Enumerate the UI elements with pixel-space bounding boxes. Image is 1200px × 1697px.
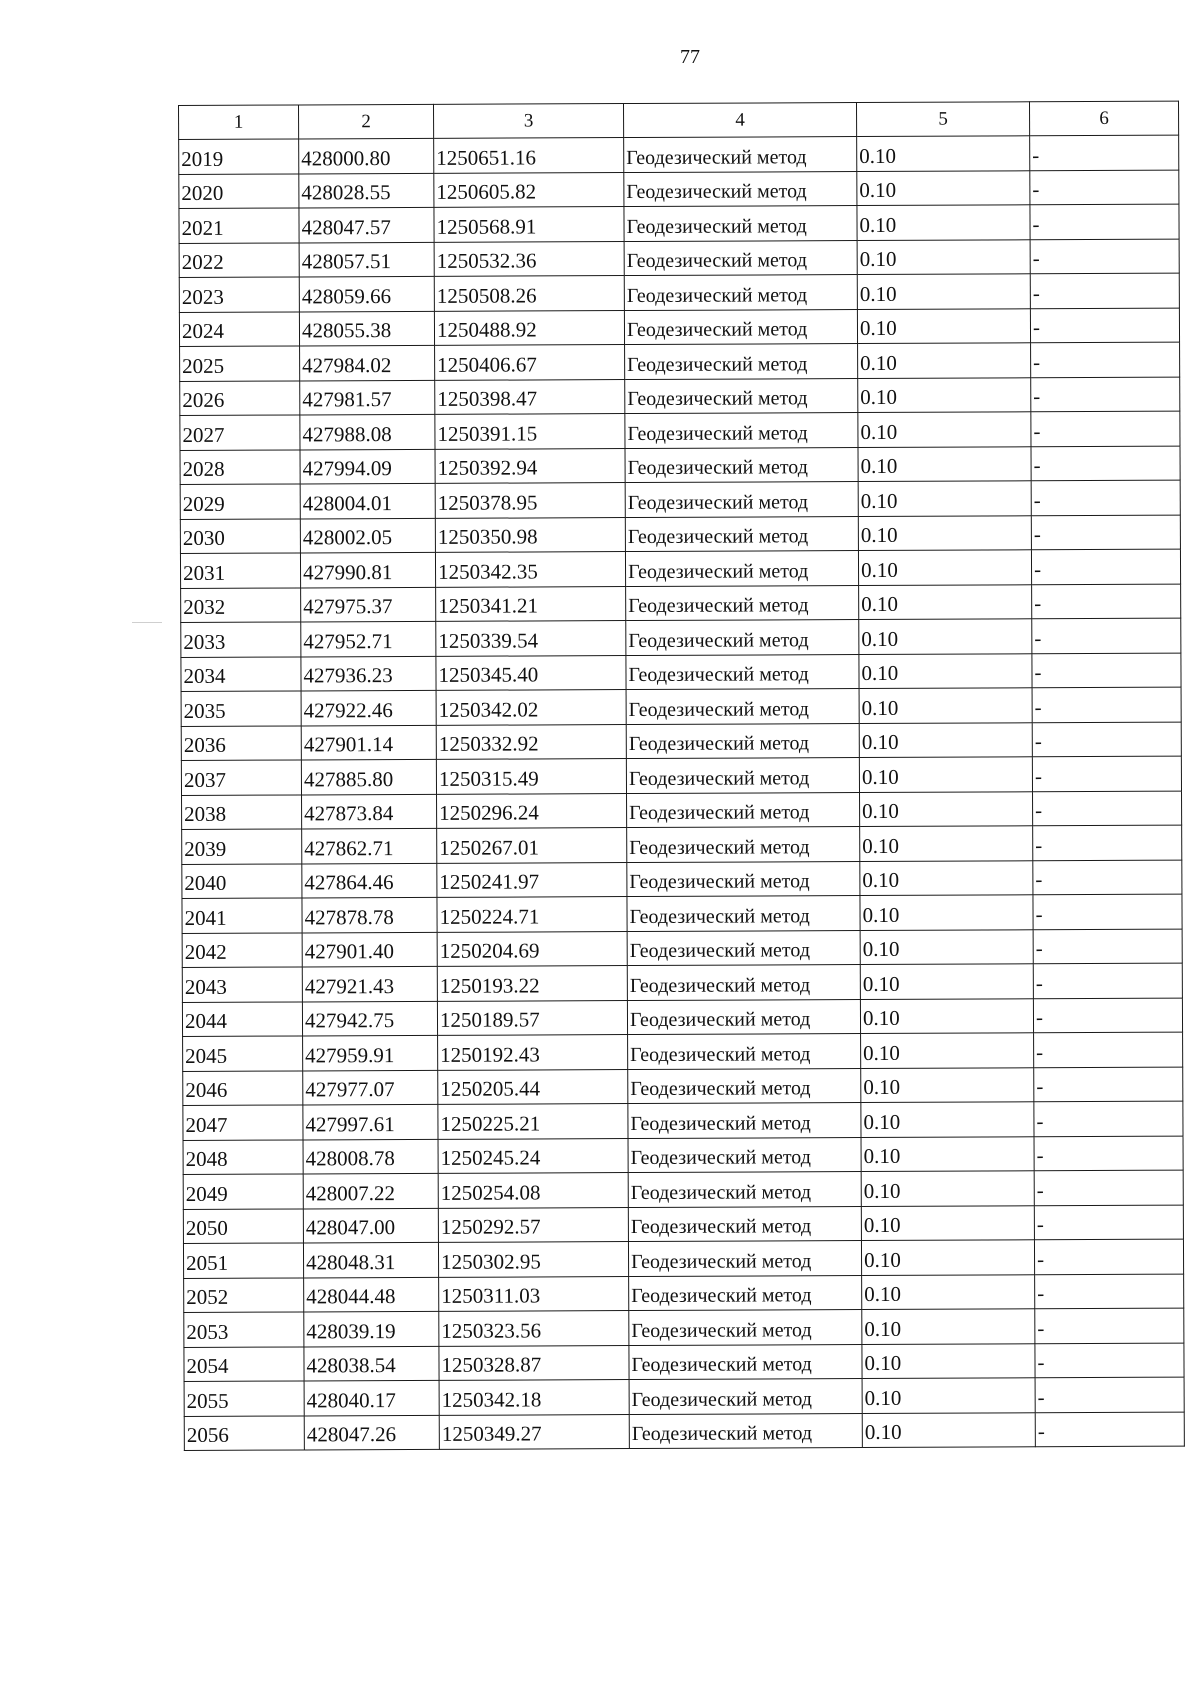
table-row xyxy=(182,963,1182,1002)
table-body xyxy=(179,135,1185,1450)
method-cell: Геодезический метод xyxy=(628,1034,861,1070)
method-cell: Геодезический метод xyxy=(624,275,857,311)
method-cell: Геодезический метод xyxy=(626,654,859,690)
method-cell: Геодезический метод xyxy=(626,689,859,725)
accuracy-cell: 0.10 xyxy=(860,929,1033,964)
y-coordinate-cell: 1250292.57 xyxy=(438,1207,628,1242)
point-number-cell: 2032 xyxy=(181,587,301,622)
description-cell: - xyxy=(1031,446,1180,481)
method-cell: Геодезический метод xyxy=(626,758,859,794)
point-number-cell: 2042 xyxy=(182,932,302,967)
accuracy-cell: 0.10 xyxy=(858,343,1031,378)
accuracy-cell: 0.10 xyxy=(860,895,1033,930)
point-number-cell: 2044 xyxy=(182,1001,302,1036)
y-coordinate-cell: 1250339.54 xyxy=(436,621,626,656)
table-row xyxy=(184,1274,1184,1313)
column-header-5: 5 xyxy=(856,102,1029,137)
x-coordinate-cell: 427997.61 xyxy=(303,1104,438,1139)
accuracy-cell: 0.10 xyxy=(861,1205,1034,1240)
x-coordinate-cell: 428048.31 xyxy=(303,1242,438,1277)
point-number-cell: 2030 xyxy=(180,518,300,553)
y-coordinate-cell: 1250224.71 xyxy=(437,897,627,932)
point-number-cell: 2039 xyxy=(182,829,302,864)
x-coordinate-cell: 427984.02 xyxy=(300,345,435,380)
point-number-cell: 2050 xyxy=(183,1208,303,1243)
accuracy-cell: 0.10 xyxy=(861,1240,1034,1275)
x-coordinate-cell: 428047.57 xyxy=(299,207,434,242)
x-coordinate-cell: 427988.08 xyxy=(300,414,435,449)
table-row xyxy=(179,135,1179,174)
description-cell: - xyxy=(1033,825,1182,860)
accuracy-cell: 0.10 xyxy=(860,998,1033,1033)
point-number-cell: 2046 xyxy=(183,1070,303,1105)
method-cell: Геодезический метод xyxy=(625,378,858,414)
y-coordinate-cell: 1250245.24 xyxy=(438,1138,628,1173)
table-row xyxy=(181,618,1181,657)
accuracy-cell: 0.10 xyxy=(859,722,1032,757)
method-cell: Геодезический метод xyxy=(627,792,860,828)
table-row xyxy=(183,1032,1183,1071)
description-cell: - xyxy=(1030,135,1179,170)
method-cell: Геодезический метод xyxy=(624,206,857,242)
point-number-cell: 2028 xyxy=(180,449,300,484)
description-cell: - xyxy=(1031,342,1180,377)
x-coordinate-cell: 427878.78 xyxy=(302,897,437,932)
point-number-cell: 2055 xyxy=(184,1381,304,1416)
table-row xyxy=(184,1308,1184,1347)
point-number-cell: 2026 xyxy=(180,380,300,415)
accuracy-cell: 0.10 xyxy=(858,412,1031,447)
y-coordinate-cell: 1250296.24 xyxy=(437,793,627,828)
y-coordinate-cell: 1250302.95 xyxy=(438,1242,628,1277)
accuracy-cell: 0.10 xyxy=(859,688,1032,723)
accuracy-cell: 0.10 xyxy=(862,1309,1035,1344)
point-number-cell: 2024 xyxy=(179,311,299,346)
point-number-cell: 2038 xyxy=(182,794,302,829)
table-row xyxy=(183,1239,1183,1278)
accuracy-cell: 0.10 xyxy=(858,481,1031,516)
table-row xyxy=(180,342,1180,381)
x-coordinate-cell: 427975.37 xyxy=(301,587,436,622)
x-coordinate-cell: 428002.05 xyxy=(300,518,435,553)
point-number-cell: 2025 xyxy=(180,346,300,381)
method-cell: Геодезический метод xyxy=(629,1275,862,1311)
method-cell: Геодезический метод xyxy=(624,137,857,173)
point-number-cell: 2047 xyxy=(183,1105,303,1140)
y-coordinate-cell: 1250315.49 xyxy=(436,759,626,794)
table-row xyxy=(181,653,1181,692)
method-cell: Геодезический метод xyxy=(628,1068,861,1104)
point-number-cell: 2051 xyxy=(183,1243,303,1278)
accuracy-cell: 0.10 xyxy=(857,205,1030,240)
x-coordinate-cell: 427901.40 xyxy=(302,932,437,967)
method-cell: Геодезический метод xyxy=(627,930,860,966)
description-cell: - xyxy=(1034,1239,1183,1274)
method-cell: Геодезический метод xyxy=(626,585,859,621)
method-cell: Геодезический метод xyxy=(625,482,858,518)
x-coordinate-cell: 428044.48 xyxy=(304,1277,439,1312)
description-cell: - xyxy=(1031,411,1180,446)
y-coordinate-cell: 1250341.21 xyxy=(436,586,626,621)
x-coordinate-cell: 427922.46 xyxy=(301,690,436,725)
table-row xyxy=(180,446,1180,485)
table-row xyxy=(180,549,1180,588)
method-cell: Геодезический метод xyxy=(628,1206,861,1242)
y-coordinate-cell: 1250568.91 xyxy=(434,207,624,242)
table-row xyxy=(179,308,1179,347)
table-row xyxy=(181,756,1181,795)
method-cell: Геодезический метод xyxy=(627,827,860,863)
x-coordinate-cell: 428057.51 xyxy=(299,242,434,277)
point-number-cell: 2054 xyxy=(184,1346,304,1381)
y-coordinate-cell: 1250378.95 xyxy=(435,483,625,518)
method-cell: Геодезический метод xyxy=(624,309,857,345)
page-number: 77 xyxy=(680,46,700,68)
method-cell: Геодезический метод xyxy=(629,1344,862,1380)
description-cell: - xyxy=(1031,377,1180,412)
table-row xyxy=(183,1101,1183,1140)
description-cell: - xyxy=(1035,1343,1184,1378)
description-cell: - xyxy=(1033,860,1182,895)
y-coordinate-cell: 1250189.57 xyxy=(437,1000,627,1035)
description-cell: - xyxy=(1033,791,1182,826)
description-cell: - xyxy=(1034,1101,1183,1136)
y-coordinate-cell: 1250205.44 xyxy=(438,1069,628,1104)
table-row xyxy=(180,515,1180,554)
description-cell: - xyxy=(1034,1136,1183,1171)
description-cell: - xyxy=(1033,929,1182,964)
description-cell: - xyxy=(1032,584,1181,619)
accuracy-cell: 0.10 xyxy=(861,1136,1034,1171)
description-cell: - xyxy=(1030,170,1179,205)
description-cell: - xyxy=(1034,1067,1183,1102)
table-row xyxy=(183,1170,1183,1209)
description-cell: - xyxy=(1034,1170,1183,1205)
description-cell: - xyxy=(1030,204,1179,239)
description-cell: - xyxy=(1032,618,1181,653)
method-cell: Геодезический метод xyxy=(624,171,857,207)
table-row xyxy=(182,929,1182,968)
accuracy-cell: 0.10 xyxy=(861,1033,1034,1068)
table-row xyxy=(182,998,1182,1037)
method-cell: Геодезический метод xyxy=(627,896,860,932)
description-cell: - xyxy=(1034,1032,1183,1067)
y-coordinate-cell: 1250651.16 xyxy=(434,138,624,173)
method-cell: Геодезический метод xyxy=(628,1172,861,1208)
y-coordinate-cell: 1250204.69 xyxy=(437,931,627,966)
y-coordinate-cell: 1250345.40 xyxy=(436,655,626,690)
coordinates-table xyxy=(178,101,1185,1451)
point-number-cell: 2027 xyxy=(180,415,300,450)
table-row xyxy=(183,1205,1183,1244)
point-number-cell: 2033 xyxy=(181,622,301,657)
accuracy-cell: 0.10 xyxy=(861,1067,1034,1102)
x-coordinate-cell: 427936.23 xyxy=(301,656,436,691)
point-number-cell: 2021 xyxy=(179,208,299,243)
table-row xyxy=(184,1343,1184,1382)
method-cell: Геодезический метод xyxy=(629,1310,862,1346)
point-number-cell: 2035 xyxy=(181,691,301,726)
x-coordinate-cell: 428059.66 xyxy=(299,276,434,311)
table-row xyxy=(180,377,1180,416)
description-cell: - xyxy=(1035,1412,1184,1447)
y-coordinate-cell: 1250225.21 xyxy=(438,1104,628,1139)
table-row xyxy=(182,894,1182,933)
method-cell: Геодезический метод xyxy=(628,1137,861,1173)
accuracy-cell: 0.10 xyxy=(861,1171,1034,1206)
accuracy-cell: 0.10 xyxy=(857,136,1030,171)
y-coordinate-cell: 1250267.01 xyxy=(437,828,627,863)
table-row xyxy=(181,687,1181,726)
column-header-6: 6 xyxy=(1029,101,1178,136)
x-coordinate-cell: 427942.75 xyxy=(302,1001,437,1036)
description-cell: - xyxy=(1030,308,1179,343)
point-number-cell: 2023 xyxy=(179,277,299,312)
description-cell: - xyxy=(1033,998,1182,1033)
table-row xyxy=(179,273,1179,312)
description-cell: - xyxy=(1032,653,1181,688)
description-cell: - xyxy=(1035,1274,1184,1309)
x-coordinate-cell: 428008.78 xyxy=(303,1139,438,1174)
x-coordinate-cell: 427959.91 xyxy=(303,1035,438,1070)
accuracy-cell: 0.10 xyxy=(862,1343,1035,1378)
point-number-cell: 2031 xyxy=(180,553,300,588)
accuracy-cell: 0.10 xyxy=(858,550,1031,585)
method-cell: Геодезический метод xyxy=(624,240,857,276)
y-coordinate-cell: 1250323.56 xyxy=(439,1311,629,1346)
accuracy-cell: 0.10 xyxy=(857,308,1030,343)
table-row xyxy=(179,170,1179,209)
point-number-cell: 2049 xyxy=(183,1174,303,1209)
point-number-cell: 2052 xyxy=(184,1277,304,1312)
y-coordinate-cell: 1250391.15 xyxy=(435,414,625,449)
point-number-cell: 2037 xyxy=(181,760,301,795)
method-cell: Геодезический метод xyxy=(626,723,859,759)
point-number-cell: 2029 xyxy=(180,484,300,519)
table-row xyxy=(180,480,1180,519)
x-coordinate-cell: 427981.57 xyxy=(300,380,435,415)
accuracy-cell: 0.10 xyxy=(859,584,1032,619)
y-coordinate-cell: 1250532.36 xyxy=(434,241,624,276)
table-row xyxy=(181,722,1181,761)
x-coordinate-cell: 428039.19 xyxy=(304,1311,439,1346)
accuracy-cell: 0.10 xyxy=(862,1274,1035,1309)
description-cell: - xyxy=(1032,756,1181,791)
method-cell: Геодезический метод xyxy=(629,1413,862,1449)
accuracy-cell: 0.10 xyxy=(862,1412,1035,1447)
y-coordinate-cell: 1250508.26 xyxy=(434,276,624,311)
point-number-cell: 2040 xyxy=(182,863,302,898)
method-cell: Геодезический метод xyxy=(627,861,860,897)
table-row xyxy=(184,1412,1184,1451)
x-coordinate-cell: 428047.00 xyxy=(303,1208,438,1243)
description-cell: - xyxy=(1033,963,1182,998)
y-coordinate-cell: 1250311.03 xyxy=(439,1276,629,1311)
x-coordinate-cell: 427994.09 xyxy=(300,449,435,484)
accuracy-cell: 0.10 xyxy=(858,446,1031,481)
accuracy-cell: 0.10 xyxy=(861,1102,1034,1137)
description-cell: - xyxy=(1031,515,1180,550)
table-row xyxy=(183,1067,1183,1106)
accuracy-cell: 0.10 xyxy=(860,791,1033,826)
y-coordinate-cell: 1250192.43 xyxy=(438,1035,628,1070)
table-row xyxy=(182,860,1182,899)
point-number-cell: 2045 xyxy=(183,1036,303,1071)
y-coordinate-cell: 1250342.18 xyxy=(439,1380,629,1415)
x-coordinate-cell: 428004.01 xyxy=(300,483,435,518)
description-cell: - xyxy=(1034,1205,1183,1240)
method-cell: Геодезический метод xyxy=(625,516,858,552)
y-coordinate-cell: 1250488.92 xyxy=(434,310,624,345)
accuracy-cell: 0.10 xyxy=(860,826,1033,861)
x-coordinate-cell: 427873.84 xyxy=(302,794,437,829)
accuracy-cell: 0.10 xyxy=(857,274,1030,309)
point-number-cell: 2036 xyxy=(181,725,301,760)
x-coordinate-cell: 427990.81 xyxy=(300,552,435,587)
accuracy-cell: 0.10 xyxy=(858,377,1031,412)
description-cell: - xyxy=(1033,894,1182,929)
accuracy-cell: 0.10 xyxy=(862,1378,1035,1413)
y-coordinate-cell: 1250241.97 xyxy=(437,862,627,897)
table-row xyxy=(182,825,1182,864)
point-number-cell: 2022 xyxy=(179,242,299,277)
x-coordinate-cell: 428007.22 xyxy=(303,1173,438,1208)
x-coordinate-cell: 427885.80 xyxy=(301,759,436,794)
table-row xyxy=(181,584,1181,623)
accuracy-cell: 0.10 xyxy=(859,653,1032,688)
description-cell: - xyxy=(1030,273,1179,308)
table-row xyxy=(182,791,1182,830)
point-number-cell: 2053 xyxy=(184,1312,304,1347)
y-coordinate-cell: 1250328.87 xyxy=(439,1345,629,1380)
method-cell: Геодезический метод xyxy=(625,551,858,587)
method-cell: Геодезический метод xyxy=(626,620,859,656)
point-number-cell: 2056 xyxy=(184,1415,304,1450)
method-cell: Геодезический метод xyxy=(625,413,858,449)
point-number-cell: 2019 xyxy=(179,139,299,174)
point-number-cell: 2041 xyxy=(182,898,302,933)
accuracy-cell: 0.10 xyxy=(860,964,1033,999)
description-cell: - xyxy=(1035,1308,1184,1343)
method-cell: Геодезический метод xyxy=(625,447,858,483)
y-coordinate-cell: 1250193.22 xyxy=(437,966,627,1001)
accuracy-cell: 0.10 xyxy=(857,170,1030,205)
column-header-2: 2 xyxy=(299,104,434,139)
method-cell: Геодезический метод xyxy=(628,1241,861,1277)
point-number-cell: 2034 xyxy=(181,656,301,691)
y-coordinate-cell: 1250342.35 xyxy=(435,552,625,587)
table-row xyxy=(183,1136,1183,1175)
description-cell: - xyxy=(1032,722,1181,757)
margin-mark xyxy=(132,622,162,623)
description-cell: - xyxy=(1035,1377,1184,1412)
method-cell: Геодезический метод xyxy=(629,1379,862,1415)
x-coordinate-cell: 427921.43 xyxy=(302,966,437,1001)
column-header-4: 4 xyxy=(623,103,856,138)
table-row xyxy=(180,411,1180,450)
accuracy-cell: 0.10 xyxy=(858,515,1031,550)
point-number-cell: 2020 xyxy=(179,173,299,208)
table-row xyxy=(179,239,1179,278)
description-cell: - xyxy=(1032,687,1181,722)
y-coordinate-cell: 1250349.27 xyxy=(439,1414,629,1449)
method-cell: Геодезический метод xyxy=(627,999,860,1035)
y-coordinate-cell: 1250392.94 xyxy=(435,448,625,483)
y-coordinate-cell: 1250350.98 xyxy=(435,517,625,552)
description-cell: - xyxy=(1030,239,1179,274)
point-number-cell: 2048 xyxy=(183,1139,303,1174)
y-coordinate-cell: 1250342.02 xyxy=(436,690,626,725)
table-row xyxy=(179,204,1179,243)
accuracy-cell: 0.10 xyxy=(857,239,1030,274)
x-coordinate-cell: 427864.46 xyxy=(302,863,437,898)
x-coordinate-cell: 427952.71 xyxy=(301,621,436,656)
accuracy-cell: 0.10 xyxy=(860,860,1033,895)
method-cell: Геодезический метод xyxy=(627,965,860,1001)
description-cell: - xyxy=(1031,549,1180,584)
column-header-3: 3 xyxy=(433,104,623,139)
accuracy-cell: 0.10 xyxy=(859,757,1032,792)
x-coordinate-cell: 428040.17 xyxy=(304,1380,439,1415)
description-cell: - xyxy=(1031,480,1180,515)
y-coordinate-cell: 1250332.92 xyxy=(436,724,626,759)
x-coordinate-cell: 428038.54 xyxy=(304,1346,439,1381)
x-coordinate-cell: 427862.71 xyxy=(302,828,437,863)
accuracy-cell: 0.10 xyxy=(859,619,1032,654)
y-coordinate-cell: 1250398.47 xyxy=(435,379,625,414)
table-header-row xyxy=(179,101,1179,139)
method-cell: Геодезический метод xyxy=(628,1103,861,1139)
x-coordinate-cell: 428047.26 xyxy=(304,1415,439,1450)
x-coordinate-cell: 427977.07 xyxy=(303,1070,438,1105)
y-coordinate-cell: 1250254.08 xyxy=(438,1173,628,1208)
method-cell: Геодезический метод xyxy=(625,344,858,380)
x-coordinate-cell: 428055.38 xyxy=(299,311,434,346)
x-coordinate-cell: 427901.14 xyxy=(301,725,436,760)
table-row xyxy=(184,1377,1184,1416)
column-header-1: 1 xyxy=(179,105,299,140)
y-coordinate-cell: 1250406.67 xyxy=(435,345,625,380)
x-coordinate-cell: 428028.55 xyxy=(299,173,434,208)
point-number-cell: 2043 xyxy=(182,967,302,1002)
y-coordinate-cell: 1250605.82 xyxy=(434,172,624,207)
x-coordinate-cell: 428000.80 xyxy=(299,138,434,173)
